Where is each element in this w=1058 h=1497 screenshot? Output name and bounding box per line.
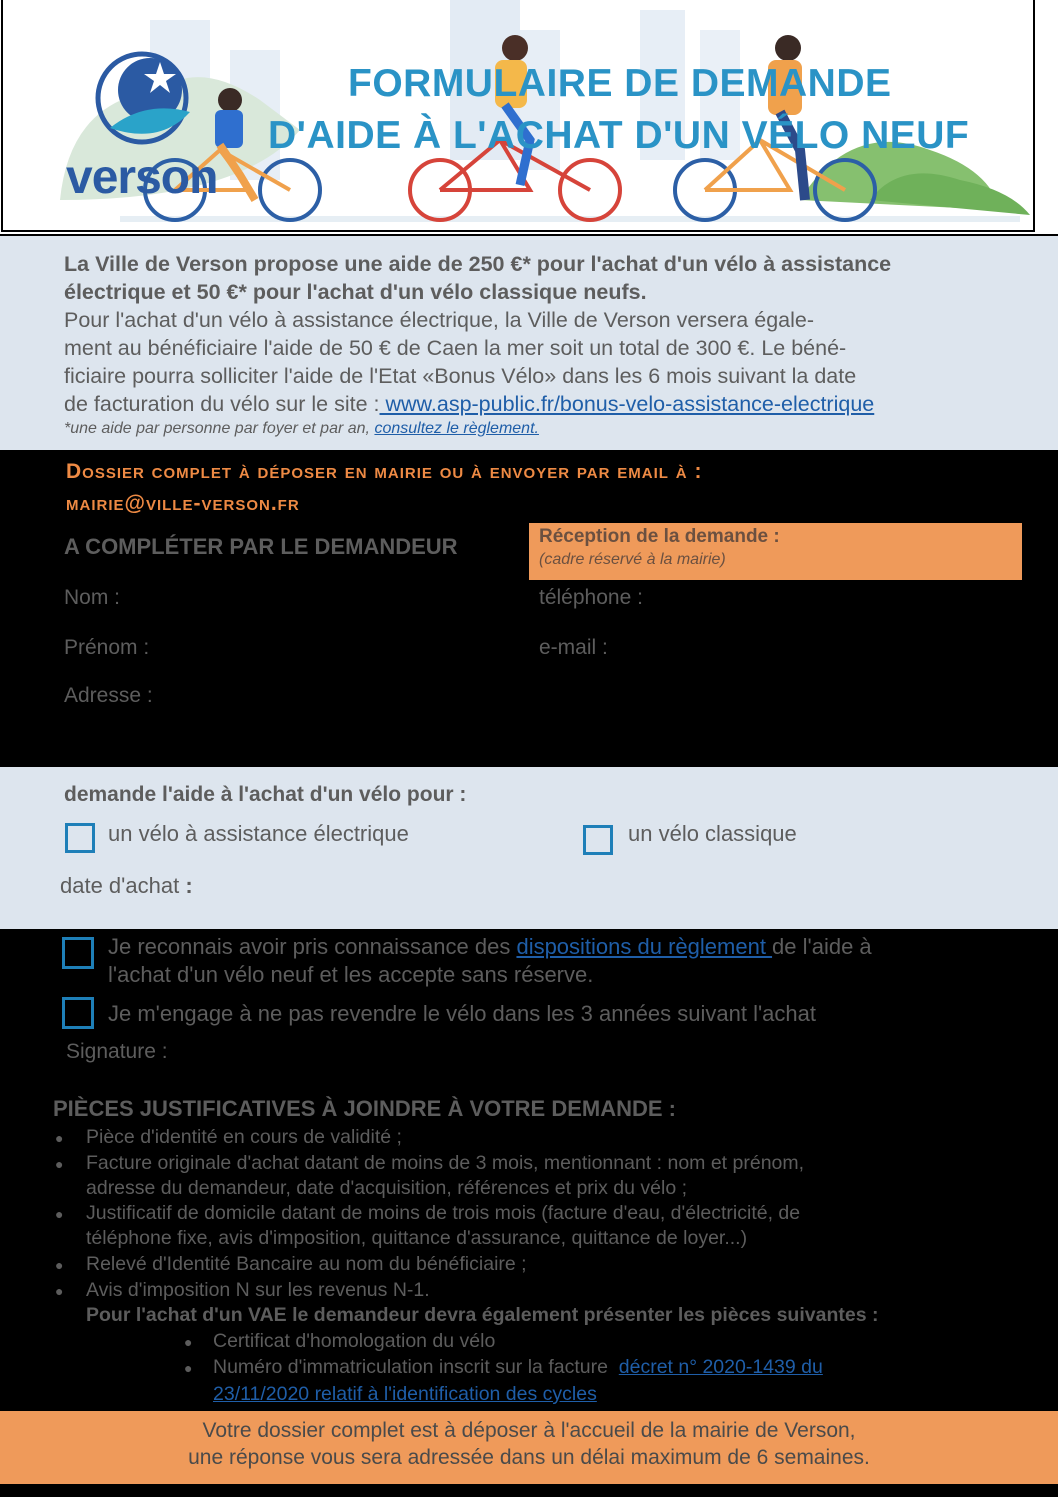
intro-line-6-prefix: de facturation du vélo sur le site : <box>64 392 380 416</box>
bullet-icon: ● <box>55 1156 64 1172</box>
footer-line2: une réponse vous sera adressée dans un délai maximum de 6 semaines. <box>188 1446 870 1469</box>
pieces-title: PIÈCES JUSTIFICATIVES À JOINDRE À VOTRE DEMANDE : <box>53 1096 677 1121</box>
page-title-line1: FORMULAIRE DE DEMANDE <box>348 62 892 105</box>
bullet-icon: ● <box>55 1130 64 1146</box>
revente-checkbox[interactable] <box>62 997 94 1029</box>
telephone-field[interactable]: téléphone : <box>539 586 643 609</box>
vae-sub-2 <box>213 1356 823 1379</box>
piece-item-1: Pièce d'identité en cours de validité ; <box>86 1126 402 1148</box>
engagement-line1-suffix: de l'aide à <box>772 934 872 959</box>
piece-item-4: Relevé d'Identité Bancaire au nom du bénéficiaire ; <box>86 1253 527 1275</box>
reception-note: (cadre réservé à la mairie) <box>539 551 726 568</box>
request-title: demande l'aide à l'achat d'un vélo pour : <box>64 783 467 806</box>
intro-line-4: ment au bénéficiaire l'aide de 50 € de Caen la mer soit un total de 300 €. Le béné- <box>64 336 847 360</box>
intro-bold-2: électrique et 50 €* pour l'achat d'un vélo classique neufs. <box>64 280 647 304</box>
header-frame <box>1 0 1035 232</box>
reglement-checkbox[interactable] <box>62 937 94 969</box>
engagement-line1 <box>108 934 872 960</box>
intro-note-prefix: *une aide par personne par foyer et par an, <box>64 420 370 437</box>
prenom-field[interactable]: Prénom : <box>64 636 150 659</box>
bonus-velo-link[interactable]: www.asp-public.fr/bonus-velo-assistance-electrique <box>379 392 875 416</box>
bullet-icon: ● <box>184 1360 193 1376</box>
footer-line1: Votre dossier complet est à déposer à l'accueil de la mairie de Verson, <box>202 1419 856 1442</box>
email-field[interactable]: e-mail : <box>539 636 608 659</box>
bullet-icon: ● <box>55 1257 64 1273</box>
reception-title: Réception de la demande : <box>539 526 780 547</box>
page-title-line2: D'AIDE À L'ACHAT D'UN VÉLO NEUF <box>268 114 970 157</box>
piece-item-5: Avis d'imposition N sur les revenus N-1. <box>86 1279 430 1301</box>
piece-item-2b: adresse du demandeur, date d'acquisition, références et prix du vélo ; <box>86 1177 688 1199</box>
bullet-icon: ● <box>55 1206 64 1222</box>
date-achat-label: date d'achat <box>60 873 180 898</box>
piece-item-3a: Justificatif de domicile datant de moins de trois mois (facture d'eau, d'électricité, de <box>86 1202 801 1224</box>
reception-box <box>529 523 1022 580</box>
vae-pieces-title: Pour l'achat d'un VAE le demandeur devra également présenter les pièces suivantes : <box>86 1304 879 1326</box>
request-panel <box>0 767 1058 929</box>
intro-panel <box>0 236 1058 450</box>
header-banner <box>0 0 1058 234</box>
piece-item-2a: Facture originale d'achat datant de moins de 3 mois, mentionnant : nom et prénom, <box>86 1152 805 1174</box>
dossier-instructions: Dossier complet à déposer en mairie ou à envoyer par email à : <box>66 460 703 483</box>
engagement-line1-prefix: Je reconnais avoir pris connaissance des <box>108 934 517 959</box>
vae-checkbox[interactable] <box>65 823 95 853</box>
decret-link-2[interactable]: 23/11/2020 relatif à l'identification des cycles <box>213 1383 597 1405</box>
logo-wordmark: verson <box>66 151 218 204</box>
date-achat-colon: : <box>185 873 193 898</box>
vae-sub-1: Certificat d'homologation du vélo <box>213 1330 496 1352</box>
bullet-icon: ● <box>55 1283 64 1299</box>
mairie-email[interactable]: mairie@ville-verson.fr <box>66 492 300 515</box>
piece-item-3b: téléphone fixe, avis d'imposition, quittance d'assurance, quittance de loyer...) <box>86 1227 748 1249</box>
intro-line-3: Pour l'achat d'un vélo à assistance électrique, la Ville de Verson versera égale- <box>64 308 815 332</box>
classique-option-label: un vélo classique <box>628 821 797 846</box>
signature-field[interactable]: Signature : <box>66 1040 168 1063</box>
decret-link[interactable]: décret n° 2020-1439 du <box>618 1356 823 1378</box>
intro-bold-1: La Ville de Verson propose une aide de 250 €* pour l'achat d'un vélo à assistance <box>64 252 892 276</box>
adresse-field[interactable]: Adresse : <box>64 684 153 707</box>
decret-link-line2 <box>213 1383 597 1406</box>
form-section-title: A COMPLÉTER PAR LE DEMANDEUR <box>64 534 458 559</box>
vae-option-label: un vélo à assistance électrique <box>108 821 409 846</box>
vae-sub-2-prefix: Numéro d'immatriculation inscrit sur la facture <box>213 1356 608 1378</box>
intro-note <box>64 418 1024 440</box>
dispositions-reglement-link[interactable]: dispositions du règlement <box>516 934 773 959</box>
engagement-line2: l'achat d'un vélo neuf et les accepte sans réserve. <box>108 962 594 987</box>
nom-field[interactable]: Nom : <box>64 586 121 609</box>
reglement-link[interactable]: consultez le règlement. <box>374 420 539 437</box>
classique-checkbox[interactable] <box>583 825 613 855</box>
intro-line-6 <box>64 390 1024 418</box>
engagement-line3: Je m'engage à ne pas revendre le vélo dans les 3 années suivant l'achat <box>108 1001 816 1026</box>
bullet-icon: ● <box>184 1334 193 1350</box>
intro-line-5: ficiaire pourra solliciter l'aide de l'Etat «Bonus Vélo» dans les 6 mois suivant la date <box>64 364 857 388</box>
date-achat-field[interactable] <box>60 873 193 899</box>
footer-banner <box>0 1411 1058 1484</box>
